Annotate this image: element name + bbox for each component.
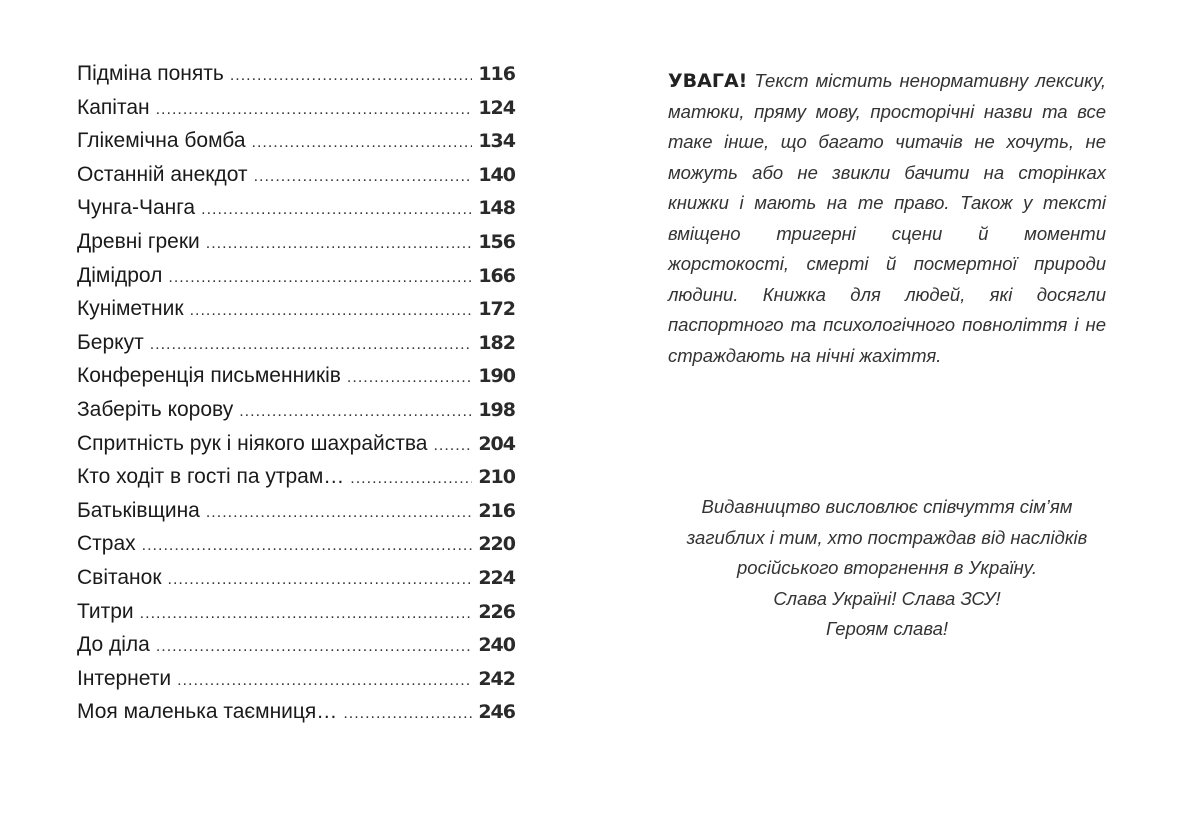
toc-entry	[77, 62, 515, 96]
toc-entry-title: Батьківщина	[77, 498, 200, 522]
condolence-message	[668, 492, 1106, 645]
condolence-line: Слава Україні! Слава ЗСУ!	[773, 587, 1001, 609]
condolence-line: Героям слава!	[825, 618, 949, 639]
toc-entry-page: 140	[478, 163, 515, 186]
toc-entry-title: Чунга-Чанга	[77, 196, 196, 220]
toc-dot-leader	[206, 504, 472, 522]
toc-entry-page: 210	[478, 466, 515, 489]
toc-entry-page: 172	[478, 298, 515, 321]
toc-dot-leader	[177, 672, 472, 690]
toc-entry-title: Страх	[77, 532, 136, 556]
warning-text: Текст містить ненормативну лексику, матюки, пряму мову, просторічні назви та все таке інше, що багато читачів не хочуть, не можуть або не звикли бачити на сторінках книжки і мають на те право. Також у тексті вміщено тригерні сцени й моменти жорстокості, смерті й посмертної природи людини. Книжка для людей, які досягли паспортного та психологічного повноліття і не страждають на нічні жахіття.	[668, 70, 1106, 366]
toc-entry-page: 198	[478, 398, 515, 421]
condolence-line: російського вторгнення в Україну.	[737, 557, 1037, 578]
toc-entry	[77, 364, 515, 398]
toc-dot-leader	[343, 705, 472, 723]
toc-entry	[77, 465, 515, 499]
toc-dot-leader	[350, 470, 472, 488]
toc-dot-leader	[168, 269, 472, 287]
toc-entry-title: Глікемічна бомба	[77, 129, 246, 153]
toc-entry-title: Дімідрол	[77, 263, 163, 287]
toc-dot-leader	[230, 67, 472, 85]
toc-entry-title: Капітан	[77, 95, 150, 119]
toc-entry	[77, 532, 515, 566]
toc-entry-page: 124	[478, 96, 515, 119]
toc-dot-leader	[156, 101, 472, 119]
toc-entry-page: 220	[478, 533, 515, 556]
toc-entry-page: 156	[478, 230, 515, 253]
toc-entry	[77, 96, 515, 130]
warning-label: УВАГА!	[668, 70, 748, 92]
toc-entry	[77, 230, 515, 264]
toc-entry-title: Інтернети	[77, 666, 172, 690]
content-warning	[668, 66, 1106, 371]
toc-dot-leader	[347, 369, 472, 387]
toc-entry-title: Моя маленька таємниця…	[77, 700, 338, 724]
toc-dot-leader	[142, 537, 472, 555]
toc-entry	[77, 432, 515, 466]
toc-entry-page: 116	[478, 63, 515, 85]
toc-entry-title: Спритність рук і ніякого шахрайства	[77, 431, 428, 455]
toc-entry-title: Кто ходіт в гості па утрам…	[77, 465, 345, 489]
toc-dot-leader	[150, 336, 472, 354]
toc-dot-leader	[190, 302, 472, 320]
table-of-contents	[77, 62, 515, 734]
toc-entry-page: 166	[478, 264, 515, 287]
toc-entry-page: 182	[478, 331, 515, 354]
toc-dot-leader	[201, 201, 472, 219]
toc-entry-title: Конференція письменників	[77, 364, 341, 388]
toc-dot-leader	[433, 437, 472, 455]
toc-entry-page: 190	[478, 365, 515, 388]
toc-entry-title: Титри	[77, 599, 134, 623]
toc-entry	[77, 633, 515, 667]
toc-entry	[77, 499, 515, 533]
toc-entry-title: Підміна понять	[77, 62, 224, 85]
toc-dot-leader	[156, 638, 472, 656]
toc-entry-title: Заберіть корову	[77, 397, 234, 421]
toc-entry-page: 240	[478, 634, 515, 657]
toc-entry	[77, 331, 515, 365]
toc-entry-page: 134	[478, 130, 515, 153]
toc-entry-page: 216	[478, 499, 515, 522]
toc-entry-title: До діла	[77, 633, 150, 657]
toc-entry-page: 246	[478, 701, 515, 724]
toc-dot-leader	[206, 235, 472, 253]
toc-dot-leader	[239, 403, 472, 421]
toc-dot-leader	[254, 168, 472, 186]
toc-entry-title: Древні греки	[77, 229, 200, 253]
toc-entry-title: Беркут	[77, 330, 144, 354]
toc-entry	[77, 163, 515, 197]
toc-entry	[77, 196, 515, 230]
condolence-line: загиблих і тим, хто постраждав від наслідків	[686, 526, 1088, 548]
toc-dot-leader	[252, 134, 472, 152]
toc-entry	[77, 700, 515, 734]
toc-entry	[77, 398, 515, 432]
toc-entry-page: 224	[478, 566, 515, 589]
toc-entry	[77, 264, 515, 298]
toc-entry	[77, 129, 515, 163]
toc-entry-page: 226	[478, 600, 515, 623]
toc-entry	[77, 297, 515, 331]
toc-dot-leader	[140, 605, 472, 623]
toc-entry-page: 148	[478, 197, 515, 220]
toc-entry	[77, 566, 515, 600]
toc-entry-title: Світанок	[77, 565, 162, 589]
toc-entry-page: 204	[478, 432, 515, 455]
toc-entry	[77, 667, 515, 701]
condolence-line: Видавництво висловлює співчуття сім’ям	[701, 496, 1073, 517]
toc-dot-leader	[168, 571, 472, 589]
toc-entry-title: Останній анекдот	[77, 162, 248, 186]
toc-entry-title: Куніметник	[77, 297, 184, 321]
toc-entry-page: 242	[478, 667, 515, 690]
toc-entry	[77, 600, 515, 634]
